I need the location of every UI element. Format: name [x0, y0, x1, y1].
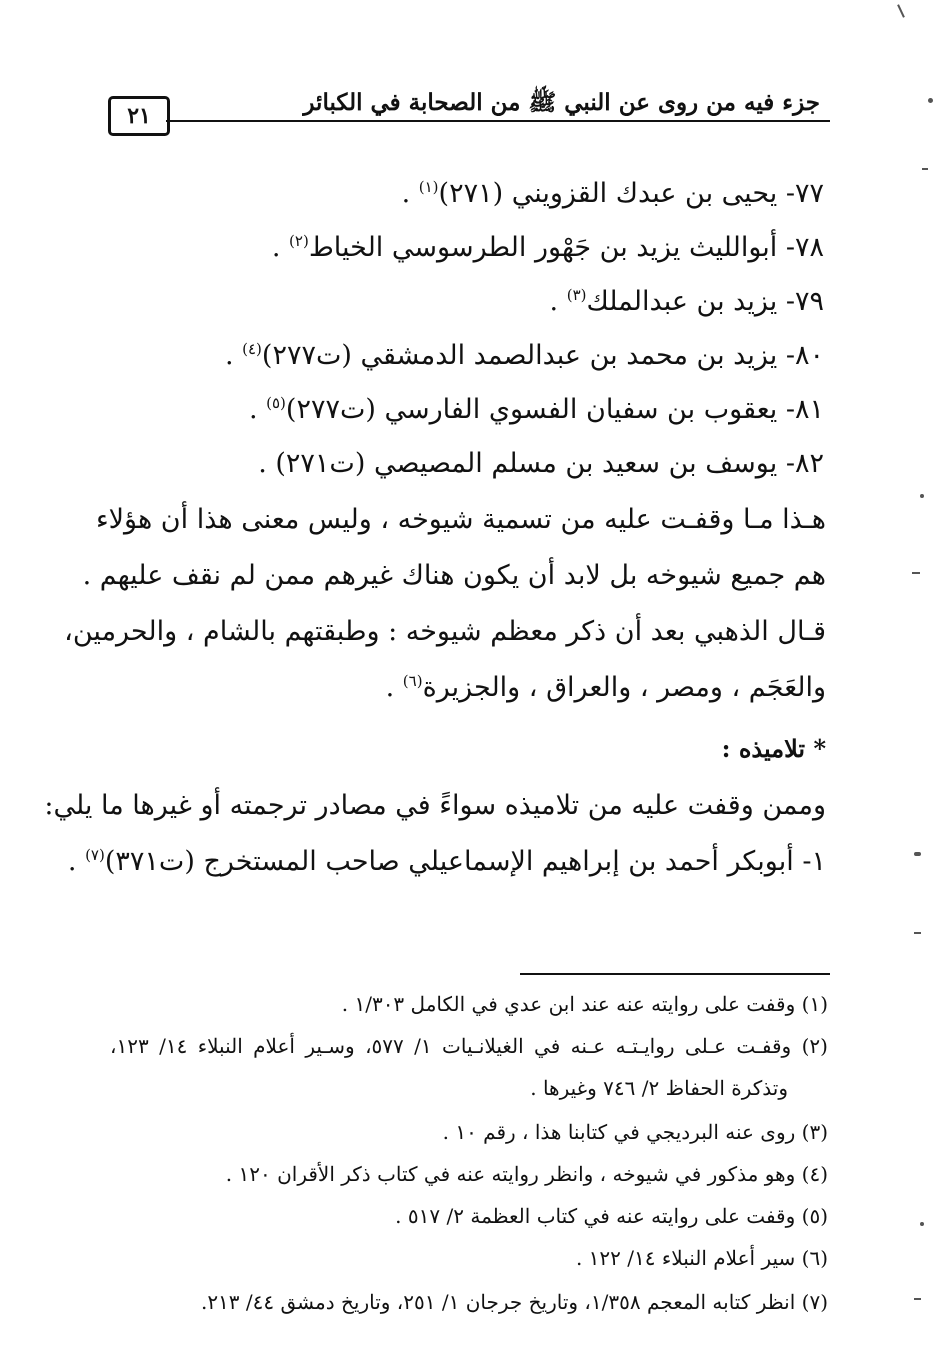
footnote-6: (٦) سير أعلام النبلاء ١٤/ ١٢٢ .: [575, 1246, 828, 1270]
footnote-4: (٤) وهو مذكور في شيوخه ، وانظر روايته عنه في كتاب ذكر الأقران ١٢٠ .: [225, 1162, 828, 1186]
scan-speck: [920, 1222, 924, 1226]
paragraph-1-line-1: هـذا مـا وقفـت عليه من تسمية شيوخه ، وليس معنى هذا أن هؤلاء: [95, 504, 826, 535]
scan-speck: [920, 494, 924, 498]
running-title: جزء فيه من روى عن النبي ﷺ من الصحابة في الكبائر: [303, 89, 820, 116]
scan-speck: [914, 852, 921, 856]
student-entry-1: [68, 846, 826, 877]
scan-speck: [914, 932, 921, 934]
entry-text: ٧٨- أبوالليث يزيد بن جَهْور الطرسوسي الخياط: [308, 232, 824, 263]
entry-text: ٧٩- يزيد بن عبدالملك: [586, 286, 824, 317]
entry-80: [225, 340, 824, 371]
footnote-2-line-1: (٢) وقفـت عـلى روايـتـه عـنه في الغيلانـيات ١/ ٥٧٧، وسـير أعلام النبلاء ١٤/ ١٢٣،: [110, 1034, 828, 1058]
entry-text: ١- أبوبكر أحمد بن إبراهيم الإسماعيلي صاحب المستخرج (ت٣٧١): [104, 846, 826, 877]
paragraph-2-line-1: قـال الذهبي بعد أن ذكر معظم شيوخه : وطبقتهم بالشام ، والحرمين،: [64, 616, 826, 647]
entry-tail: .: [549, 286, 567, 317]
footnote-ref: (١): [418, 178, 439, 196]
paragraph-2-line-2: [114, 672, 826, 703]
footnote-ref: (٣): [566, 286, 587, 304]
footnote-ref: (٥): [266, 394, 286, 412]
page-number: ٢١: [108, 96, 170, 136]
paragraph-3: وممن وقفت عليه من تلاميذه سواءً في مصادر ترجمته أو غيرها ما يلي:: [44, 790, 826, 821]
paragraph-2-text: والعَجَم ، ومصر ، والعراق ، والجزيرة: [422, 672, 826, 703]
scan-speck: [922, 168, 928, 170]
entry-tail: .: [67, 846, 86, 877]
entry-78: [272, 232, 824, 263]
footnote-ref: (٢): [289, 232, 309, 250]
paragraph-1-line-2: هم جميع شيوخه بل لابد أن يكون هناك غيرهم ممن لم نقف عليهم .: [82, 560, 826, 591]
footnote-ref: (٤): [242, 340, 262, 358]
paragraph-2-tail: .: [385, 672, 403, 703]
scan-speck: [928, 98, 933, 103]
footnote-2-line-2: وتذكرة الحفاظ ٢/ ٧٤٦ وغيرها .: [530, 1076, 788, 1100]
scan-speck: [914, 1298, 921, 1300]
entry-text: ٨٠- يزيد بن محمد بن عبدالصمد الدمشقي (ت٢٧٧): [261, 340, 824, 371]
entry-text: ٨٢- يوسف بن سعيد بن مسلم المصيصي (ت٢٧١) .: [258, 448, 824, 479]
footnote-3: (٣) روى عنه البرديجي في كتابنا هذا ، رقم ١٠ .: [442, 1120, 828, 1144]
footnote-ref: (٧): [85, 846, 105, 864]
page-header: [100, 88, 830, 134]
entry-82: [258, 448, 824, 479]
footnote-rule: [520, 973, 830, 975]
footnote-ref: (٦): [402, 672, 423, 690]
entry-tail: .: [248, 394, 267, 425]
entry-text: ٧٧- يحيى بن عبدك القزويني (٢٧١): [438, 178, 824, 209]
scan-speck: [912, 572, 920, 574]
section-heading-students: * تلاميذه :: [721, 734, 826, 763]
entry-tail: .: [224, 340, 243, 371]
entry-81: [249, 394, 824, 425]
entry-text: ٨١- يعقوب بن سفيان الفسوي الفارسي (ت٢٧٧): [285, 394, 824, 425]
entry-tail: .: [271, 232, 290, 263]
entry-tail: .: [401, 178, 419, 209]
entry-77: [402, 178, 824, 209]
entry-79: [550, 286, 824, 317]
footnote-7: (٧) انظر كتابه المعجم ١/٣٥٨، وتاريخ جرجان ١/ ٢٥١، وتاريخ دمشق ٤٤/ ٢١٣.: [200, 1290, 828, 1314]
header-rule: [166, 120, 830, 122]
footnote-5: (٥) وقفت على روايته عنه في كتاب العظمة ٢/ ٥١٧ .: [395, 1204, 828, 1228]
footnote-1: (١) وقفت على روايته عنه عند ابن عدي في الكامل ١/٣٠٣ .: [341, 992, 828, 1016]
